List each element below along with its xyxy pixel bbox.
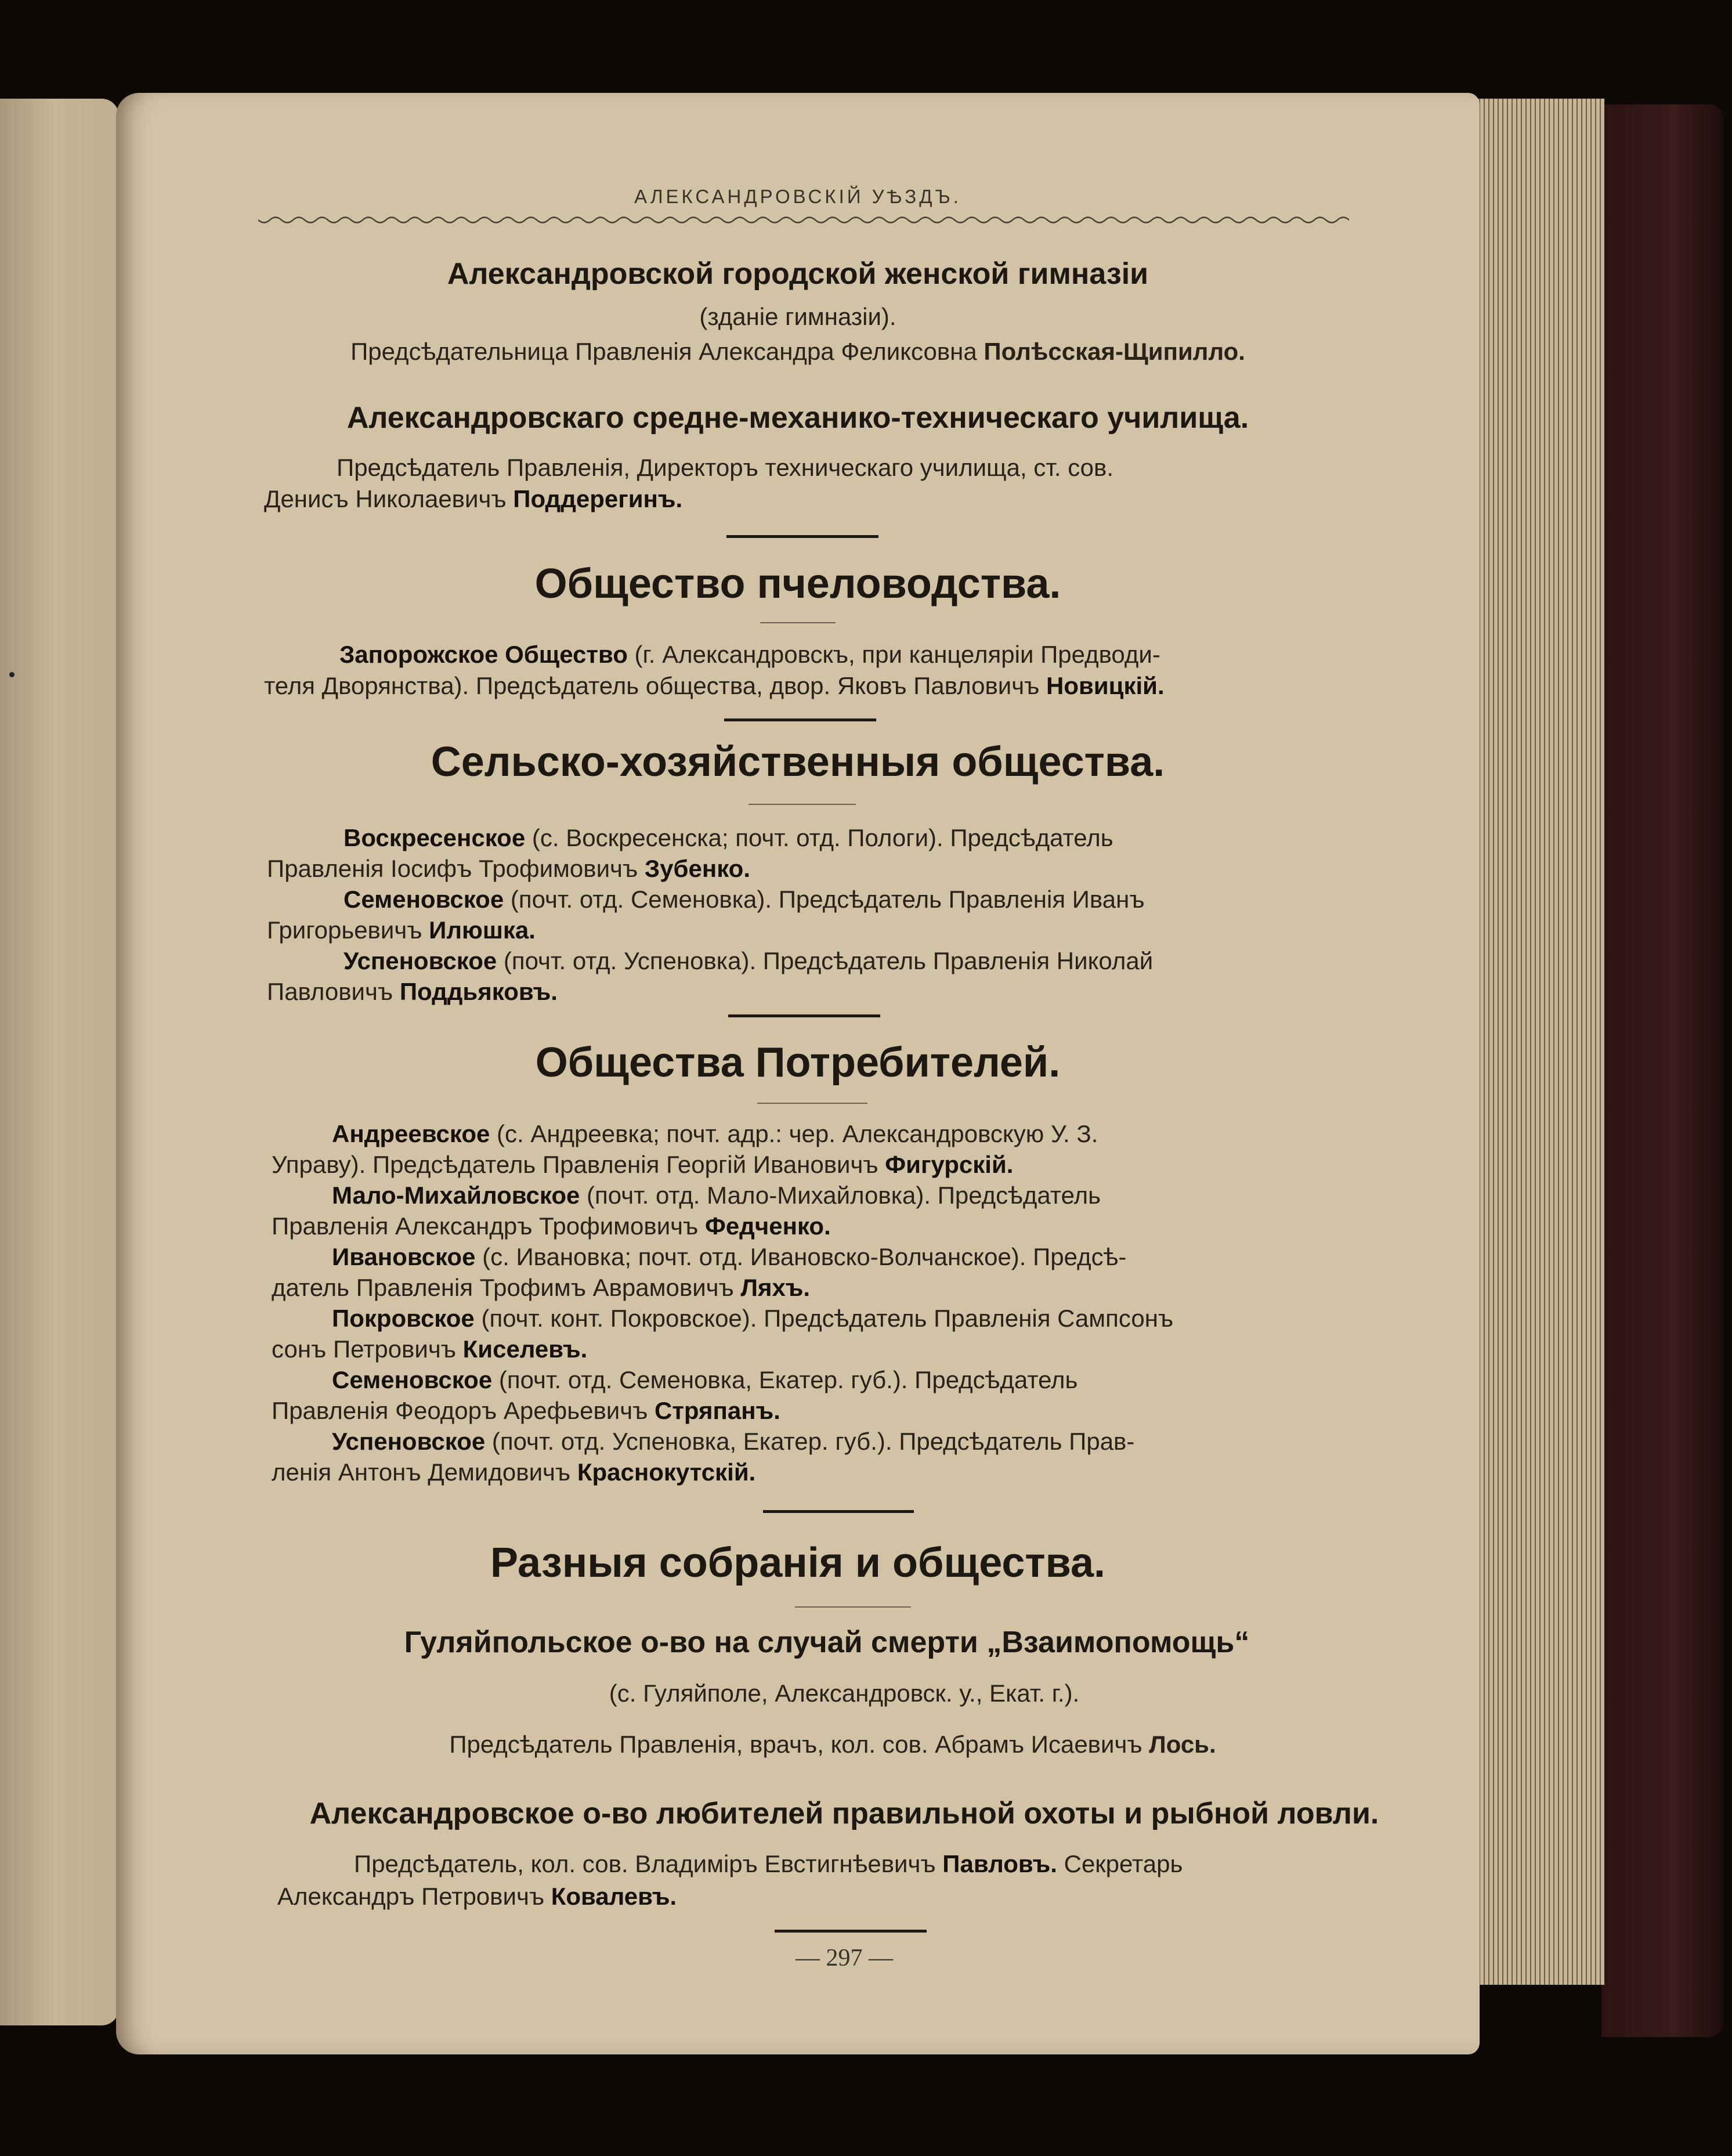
entry-surname: Стряпанъ. xyxy=(655,1397,780,1424)
entry-line xyxy=(267,916,1630,944)
section-rule xyxy=(775,1930,927,1933)
entry-text: (почт. отд. Мало-Михайловка). Предсѣдатель xyxy=(580,1182,1101,1209)
consumers-title: Общества Потребителей. xyxy=(535,1039,1061,1086)
entry-name: Покровское xyxy=(332,1305,475,1332)
entry-line xyxy=(272,1212,1635,1240)
entry-line xyxy=(332,1120,1695,1148)
line-text: (г. Александровскъ, при канцеляріи Предводи- xyxy=(627,641,1160,668)
entry-line xyxy=(272,1274,1635,1302)
entry-text: Правленія Феодоръ Арефьевичъ xyxy=(272,1397,655,1424)
entry-line xyxy=(332,1366,1695,1394)
entry-text: (почт. отд. Успеновка). Предсѣдатель Правленія Николай xyxy=(497,947,1154,974)
entry-name: Успеновское xyxy=(343,947,497,974)
school-title: Александровскаго средне-механико-техническаго училища. xyxy=(346,401,1249,435)
entry-line xyxy=(332,1182,1695,1209)
line-text: теля Дворянства). Предсѣдатель общества, двор. Яковъ Павловичъ xyxy=(264,672,1047,699)
entry-text: (с. Воскресенска; почт. отд. Пологи). Предсѣдатель xyxy=(525,824,1113,851)
society1-title: Гуляйпольское о-во на случай смерти „Взаимопомощь“ xyxy=(404,1626,1250,1659)
book-page xyxy=(116,93,1480,2054)
chair-text: Предсѣдатель Правленія, врачъ, кол. сов. Абрамъ Исаевичъ xyxy=(449,1731,1149,1758)
entry-line xyxy=(272,1151,1635,1179)
entry-surname: Поддьяковъ. xyxy=(399,978,558,1005)
entry-surname: Ляхъ. xyxy=(740,1274,811,1301)
entry-name: Андреевское xyxy=(332,1120,490,1147)
gymnasium-subtitle: (зданіе гимназіи). xyxy=(699,303,896,330)
entry-text: (с. Ивановка; почт. отд. Ивановско-Волчанское). Предсѣ- xyxy=(475,1243,1127,1270)
agri-title: Сельско-хозяйственныя общества. xyxy=(431,739,1165,785)
left-page-edge xyxy=(0,99,119,2025)
society1-address: (с. Гуляйполе, Александровск. у., Екат. г.). xyxy=(609,1680,1080,1707)
entry-name: Семеновское xyxy=(343,886,504,913)
line-name: Ковалевъ. xyxy=(551,1883,677,1910)
title-underline xyxy=(795,1606,911,1608)
entry-surname: Федченко. xyxy=(704,1212,831,1240)
line-name: Поддерегинъ. xyxy=(513,485,683,512)
gymnasium-chair xyxy=(116,338,1480,366)
entry-text: Правленія Александръ Трофимовичъ xyxy=(272,1212,705,1240)
entry-text: Управу). Предсѣдатель Правленія Георгій Ивановичъ xyxy=(272,1151,885,1178)
bee-line1 xyxy=(339,641,1703,669)
entry-text: Григорьевичъ xyxy=(267,916,429,944)
entry-line xyxy=(343,886,1707,913)
entry-line xyxy=(267,855,1630,883)
title-underline xyxy=(757,1103,867,1104)
line-text: Предсѣдатель, кол. сов. Владиміръ Евстигнѣевичъ xyxy=(354,1850,943,1877)
entry-text: (почт. отд. Успеновка, Екатер. губ.). Предсѣдатель Прав- xyxy=(485,1428,1135,1455)
school-line2 xyxy=(264,485,1628,513)
entry-name: Воскресенское xyxy=(343,824,526,851)
entry-name: Ивановское xyxy=(332,1243,476,1270)
society1-chair xyxy=(151,1731,1514,1758)
line-name: Павловъ. xyxy=(942,1850,1057,1877)
line-name: Запорожское Общество xyxy=(339,641,628,668)
line-tail: Секретарь xyxy=(1057,1850,1183,1877)
entry-surname: Краснокутскій. xyxy=(577,1458,756,1486)
ink-mark xyxy=(9,672,15,677)
running-header: АЛЕКСАНДРОВСКІЙ УѢЗДЪ. xyxy=(634,186,961,207)
entry-line xyxy=(267,978,1630,1006)
society2-title: Александровское о-во любителей правильной охоты и рыбной ловли. xyxy=(309,1797,1379,1830)
entry-text: Правленія Іосифъ Трофимовичъ xyxy=(267,855,645,882)
entry-line xyxy=(332,1305,1695,1332)
entry-line xyxy=(332,1243,1695,1271)
section-rule xyxy=(724,718,876,721)
line-text: Денисъ Николаевичъ xyxy=(264,485,514,512)
entry-line xyxy=(272,1397,1635,1425)
book-cover xyxy=(1601,104,1723,2037)
entry-text: (с. Андреевка; почт. адр.: чер. Александровскую У. З. xyxy=(490,1120,1098,1147)
entry-text: (почт. отд. Семеновка). Предсѣдатель Правленія Иванъ xyxy=(504,886,1145,913)
school-line1: Предсѣдатель Правленія, Директоръ техническаго училища, ст. сов. xyxy=(337,454,1114,481)
entry-name: Семеновское xyxy=(332,1366,493,1393)
entry-text: Павловичъ xyxy=(267,978,400,1005)
entry-text: датель Правленія Трофимъ Аврамовичъ xyxy=(272,1274,741,1301)
entry-surname: Зубенко. xyxy=(644,855,750,882)
line-text: Александръ Петровичъ xyxy=(277,1883,551,1910)
chair-text: Предсѣдательница Правленія Александра Феликсовна xyxy=(350,338,984,365)
society2-line2 xyxy=(277,1883,1641,1911)
entry-text: сонъ Петровичъ xyxy=(272,1335,463,1363)
entry-line xyxy=(272,1458,1635,1486)
entry-surname: Илюшка. xyxy=(429,916,536,944)
society2-line1 xyxy=(354,1850,1717,1878)
entry-line xyxy=(332,1428,1695,1456)
gymnasium-title: Александровской городской женской гимназіи xyxy=(447,257,1149,291)
section-rule xyxy=(728,1014,880,1017)
line-name: Новицкій. xyxy=(1046,672,1165,699)
title-underline xyxy=(760,622,836,623)
entry-text: (почт. конт. Покровское). Предсѣдатель Правленія Сампсонъ xyxy=(474,1305,1174,1332)
bee-line2 xyxy=(264,672,1628,700)
bee-society-title: Общество пчеловодства. xyxy=(534,561,1061,607)
title-underline xyxy=(749,804,856,805)
entry-line xyxy=(272,1335,1635,1363)
entry-surname: Киселевъ. xyxy=(462,1335,588,1363)
entry-surname: Фигурскій. xyxy=(885,1151,1014,1178)
entry-name: Успеновское xyxy=(332,1428,486,1455)
section-rule xyxy=(726,535,878,538)
chair-name: Лось. xyxy=(1149,1731,1216,1758)
entry-line xyxy=(343,947,1707,975)
misc-title: Разныя собранія и общества. xyxy=(490,1540,1106,1586)
entry-line xyxy=(343,824,1707,852)
section-rule xyxy=(763,1510,914,1513)
chair-name: Полѣсская-Щипилло. xyxy=(983,338,1245,365)
page-number: — 297 — xyxy=(796,1945,893,1971)
entry-text: (почт. отд. Семеновка, Екатер. губ.). Предсѣдатель xyxy=(492,1366,1078,1393)
wavy-header-rule xyxy=(258,214,1349,226)
entry-text: ленія Антонъ Демидовичъ xyxy=(272,1458,577,1486)
entry-name: Мало-Михайловское xyxy=(332,1182,580,1209)
